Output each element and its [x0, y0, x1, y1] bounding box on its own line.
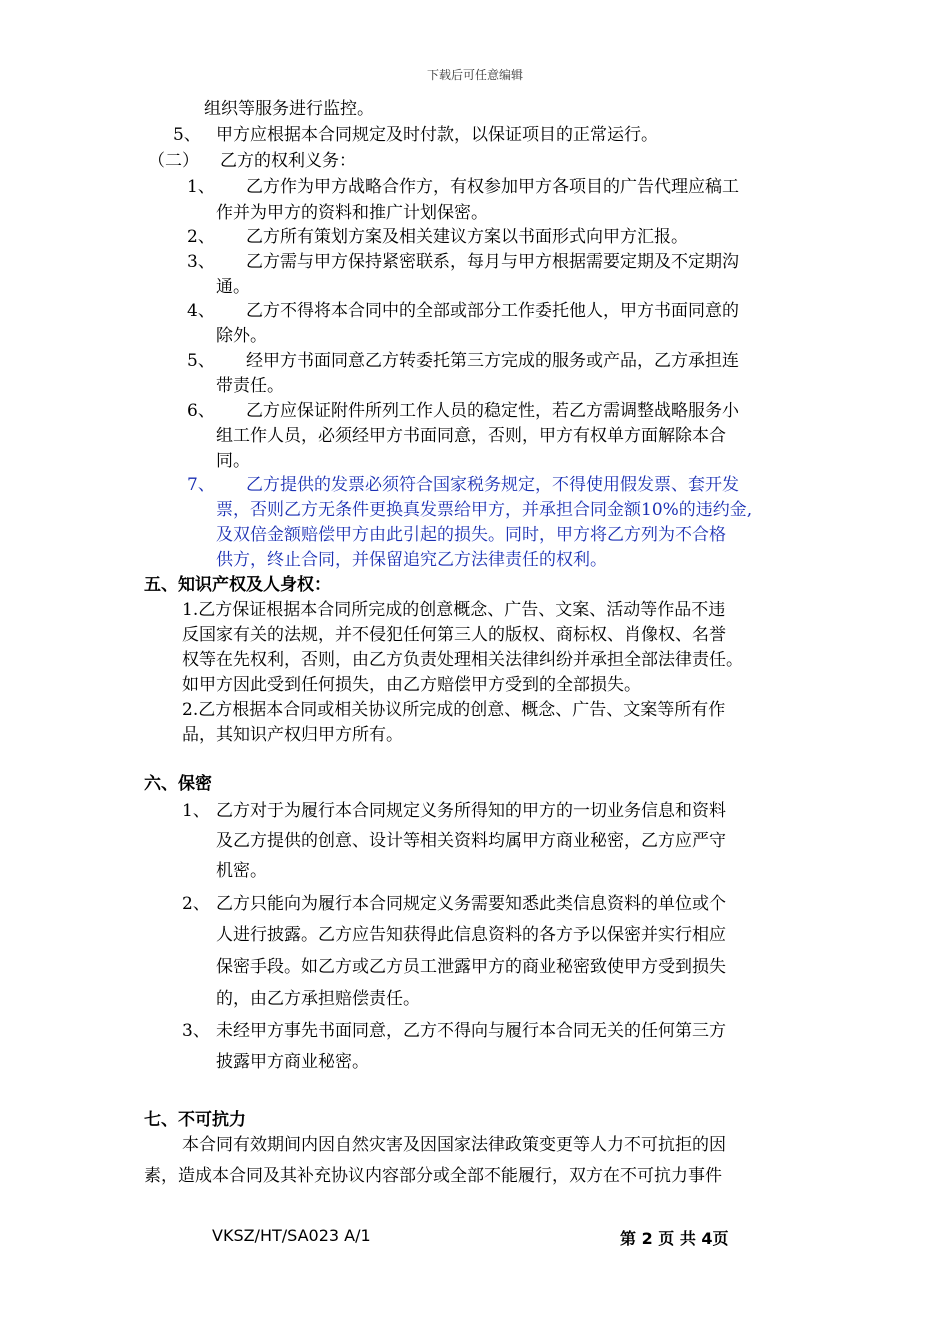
list-item-text: 及双倍金额赔偿甲方由此引起的损失。同时，甲方将乙方列为不合格 — [216, 525, 726, 545]
list-item-text: 除外。 — [216, 326, 267, 346]
list-item-text: 乙方所有策划方案及相关建议方案以书面形式向甲方汇报。 — [246, 227, 688, 247]
list-item-text: 的，由乙方承担赔偿责任。 — [216, 989, 420, 1009]
item-text: 甲方应根据本合同规定及时付款，以保证项目的正常运行。 — [216, 125, 658, 145]
list-item-text: 作并为甲方的资料和推广计划保密。 — [216, 203, 488, 223]
list-item-number: 5、 — [187, 351, 215, 371]
list-item-number: 1、 — [187, 177, 215, 197]
list-item-number: 3、 — [182, 1021, 210, 1041]
continued-line: 组织等服务进行监控。 — [204, 99, 374, 119]
list-item-text: 乙方对于为履行本合同规定义务所得知的甲方的一切业务信息和资料 — [216, 801, 726, 821]
list-item-number: 2、 — [182, 894, 210, 914]
list-item-text: 票，否则乙方无条件更换真发票给甲方，并承担合同金额10%的违约金, — [216, 500, 753, 520]
list-item-text: 乙方需与甲方保持紧密联系，每月与甲方根据需要定期及不定期沟 — [246, 252, 739, 272]
paragraph-line: 权等在先权利，否则，由乙方负责处理相关法律纠纷并承担全部法律责任。 — [182, 650, 743, 670]
list-item-text: 经甲方书面同意乙方转委托第三方完成的服务或产品，乙方承担连 — [246, 351, 739, 371]
list-item-text: 带责任。 — [216, 376, 284, 396]
list-item-text: 乙方作为甲方战略合作方，有权参加甲方各项目的广告代理应稿工 — [246, 177, 739, 197]
paragraph-line: 品，其知识产权归甲方所有。 — [182, 725, 403, 745]
paragraph-line: 反国家有关的法规，并不侵犯任何第三人的版权、商标权、肖像权、名誉 — [182, 625, 726, 645]
list-item-number: 7、 — [187, 475, 215, 495]
list-item-text: 披露甲方商业秘密。 — [216, 1052, 369, 1072]
page-number: 第 2 页 共 4页 — [620, 1229, 729, 1248]
list-item-text: 乙方应保证附件所列工作人员的稳定性，若乙方需调整战略服务小 — [246, 401, 739, 421]
list-item-text: 同。 — [216, 451, 250, 471]
paragraph-line: 如甲方因此受到任何损失，由乙方赔偿甲方受到的全部损失。 — [182, 675, 641, 695]
list-item-text: 供方，终止合同，并保留追究乙方法律责任的权利。 — [216, 550, 607, 570]
section-title: 五、知识产权及人身权： — [144, 575, 331, 595]
section-title: 七、不可抗力 — [144, 1110, 246, 1130]
list-item-text: 未经甲方事先书面同意，乙方不得向与履行本合同无关的任何第三方 — [216, 1021, 726, 1041]
list-item-text: 乙方不得将本合同中的全部或部分工作委托他人，甲方书面同意的 — [246, 301, 739, 321]
subsection-number: （二） — [148, 151, 199, 171]
list-item-text: 人进行披露。乙方应告知获得此信息资料的各方予以保密并实行相应 — [216, 925, 726, 945]
list-item-text: 乙方提供的发票必须符合国家税务规定，不得使用假发票、套开发 — [246, 475, 739, 495]
list-item-text: 及乙方提供的创意、设计等相关资料均属甲方商业秘密，乙方应严守 — [216, 831, 726, 851]
paragraph-line: 1.乙方保证根据本合同所完成的创意概念、广告、文案、活动等作品不违 — [182, 600, 726, 620]
list-item-number: 3、 — [187, 252, 215, 272]
list-item-text: 乙方只能向为履行本合同规定义务需要知悉此类信息资料的单位或个 — [216, 894, 726, 914]
list-item-text: 通。 — [216, 277, 250, 297]
section-title: 六、保密 — [144, 774, 212, 794]
list-item-text: 组工作人员，必须经甲方书面同意，否则，甲方有权单方面解除本合 — [216, 426, 726, 446]
page-header: 下载后可任意编辑 — [426, 68, 523, 82]
document-code: VKSZ/HT/SA023 A/1 — [212, 1226, 371, 1245]
list-item-number: 1、 — [182, 801, 210, 821]
list-item-number: 2、 — [187, 227, 215, 247]
paragraph-line: 2.乙方根据本合同或相关协议所完成的创意、概念、广告、文案等所有作 — [182, 700, 726, 720]
list-item-text: 保密手段。如乙方或乙方员工泄露甲方的商业秘密致使甲方受到损失 — [216, 957, 726, 977]
item-number: 5、 — [173, 125, 201, 145]
paragraph-line: 本合同有效期间内因自然灾害及因国家法律政策变更等人力不可抗拒的因 — [182, 1135, 726, 1155]
list-item-number: 6、 — [187, 401, 215, 421]
list-item-number: 4、 — [187, 301, 215, 321]
subsection-title: 乙方的权利义务： — [220, 151, 356, 171]
paragraph-line: 素，造成本合同及其补充协议内容部分或全部不能履行，双方在不可抗力事件 — [144, 1166, 722, 1186]
list-item-text: 机密。 — [216, 861, 267, 881]
